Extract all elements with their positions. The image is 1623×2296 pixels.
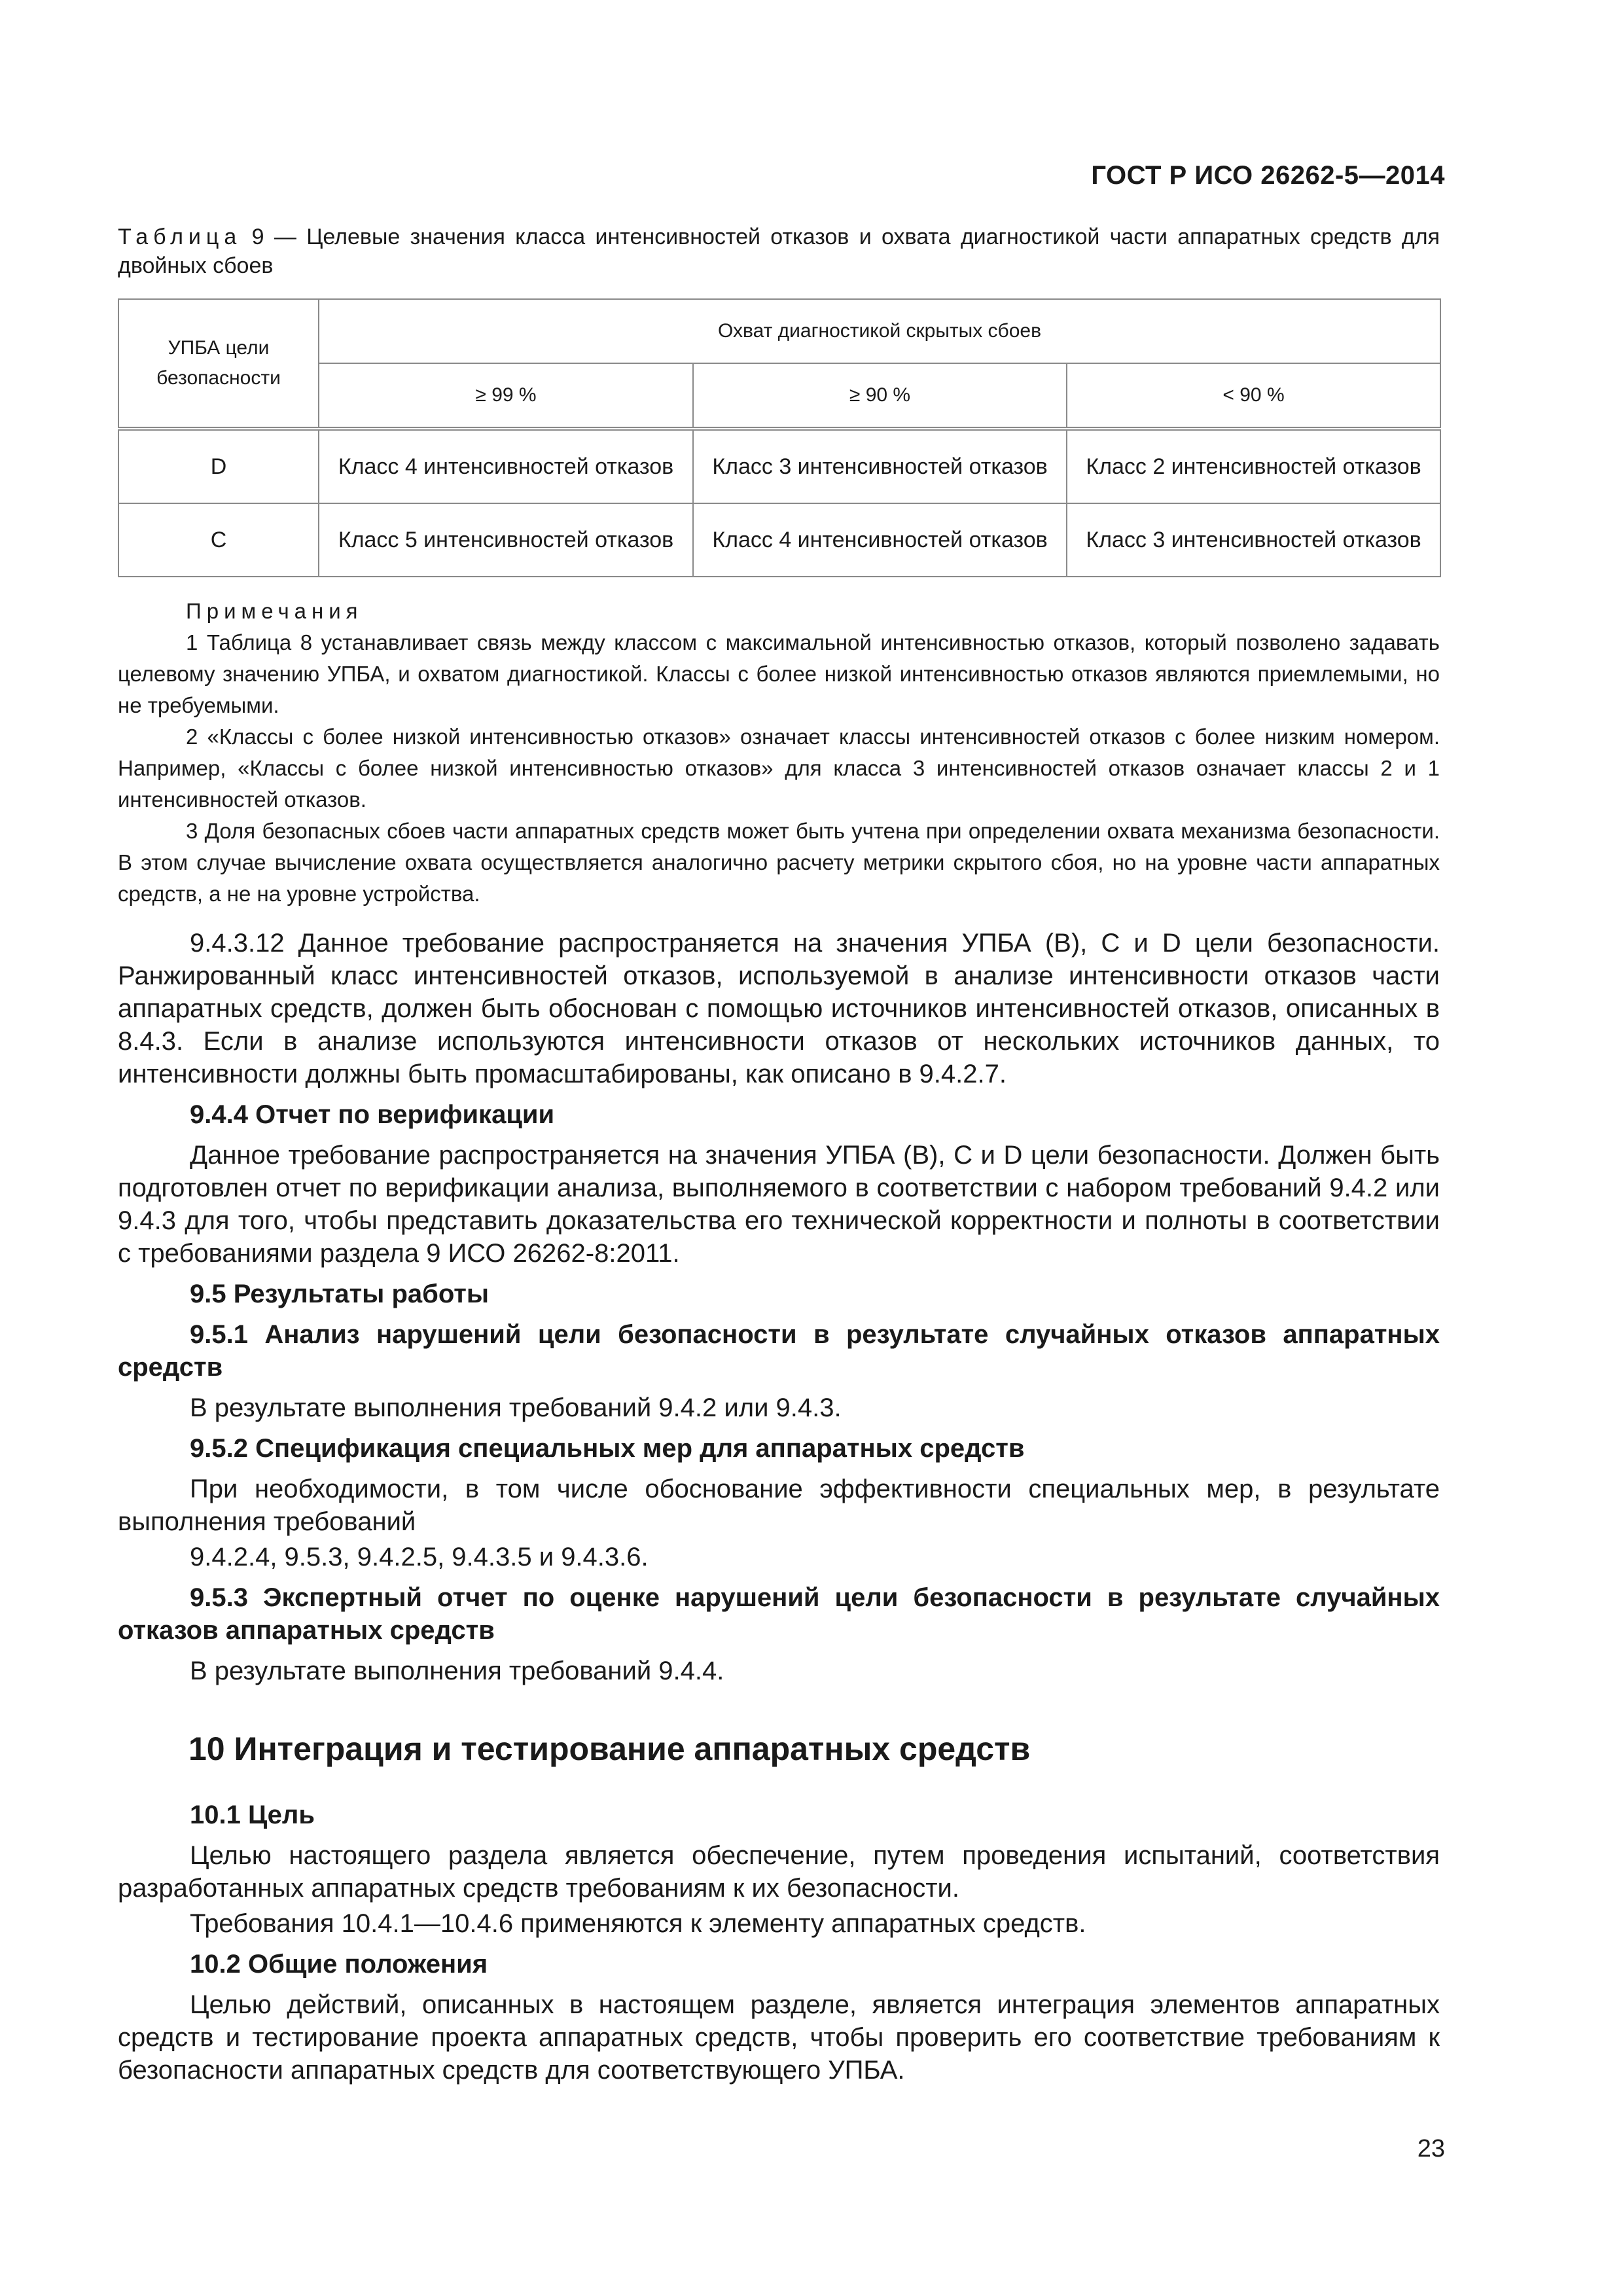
paragraph-10-1-scope: Требования 10.4.1—10.4.6 применяются к элементу аппаратных средств. (190, 1909, 1086, 1938)
header-asil: УПБА цели безопасности (118, 299, 319, 429)
page-number: 23 (1417, 2135, 1445, 2162)
table-caption-word: Таблица (118, 224, 242, 249)
heading-10-1: 10.1 Цель (190, 1801, 315, 1829)
paragraph-9-5-3: В результате выполнения требований 9.4.4. (190, 1657, 724, 1685)
cell-asil-c: C (118, 503, 319, 577)
paragraph-9-4-4: Данное требование распространяется на значения УПБА (B), C и D цели безопасности. Должен быть подготовлен отчет по верификации анализа, выполняемого в соответствии с набором требований 9.4.2 или 9.4.3 для того, чтобы представить доказательства его технической корректности и полноты в соответствии с требованиями раздела 9 ИСО 26262-8:2011. (118, 1141, 1440, 1268)
heading-section-10: 10 Интеграция и тестирование аппаратных средств (188, 1731, 1031, 1767)
note-1: 1 Таблица 8 устанавливает связь между классом с максимальной интенсивностью отказов, который позволено задавать целевому значению УПБА, и охватом диагностикой. Классы с более низкой интенсивностью отказов являются приемлемыми, но не требуемыми. (118, 630, 1440, 717)
notes-block (118, 596, 1440, 910)
note-2: 2 «Классы с более низкой интенсивностью отказов» означает классы интенсивностей отказов с более низким номером. Например, «Классы с более низкой интенсивностью отказов» для класса 3 интенсивностей отказов означает классы 2 и 1 интенсивностей отказов. (118, 725, 1440, 812)
paragraph-9-5-1: В результате выполнения требований 9.4.2 или 9.4.3. (190, 1393, 842, 1422)
cell-d-90: Класс 3 интенсивностей отказов (693, 429, 1067, 503)
cell-d-below-90: Класс 2 интенсивностей отказов (1067, 429, 1440, 503)
header-coverage: Охват диагностикой скрытых сбоев (319, 299, 1440, 363)
heading-10-2: 10.2 Общие положения (190, 1950, 488, 1979)
header-coverage-90: ≥ 90 % (693, 363, 1067, 429)
paragraph-9-4-3-12: 9.4.3.12 Данное требование распространяется на значения УПБА (B), C и D цели безопасности. Ранжированный класс интенсивностей отказов, используемой в анализе интенсивности отказов части аппаратных средств, должен быть обоснован с помощью источников интенсивностей отказов, описанных в 8.4.3. Если в анализе используются интенсивности отказов от нескольких источников данных, то интенсивности должны быть промасштабированы, как описано в 9.4.2.7. (118, 929, 1440, 1088)
heading-9-5-2: 9.5.2 Спецификация специальных мер для аппаратных средств (190, 1434, 1025, 1463)
header-coverage-99: ≥ 99 % (319, 363, 693, 429)
table-caption (118, 223, 1440, 280)
standard-designation: ГОСТ Р ИСО 26262-5—2014 (1091, 161, 1445, 190)
paragraph-9-5-2-refs: 9.4.2.4, 9.5.3, 9.4.2.5, 9.4.3.5 и 9.4.3.6. (190, 1543, 649, 1571)
header-coverage-below-90: < 90 % (1067, 363, 1440, 429)
table-row (118, 503, 1440, 577)
heading-9-5: 9.5 Результаты работы (190, 1280, 490, 1308)
body-text (118, 927, 1440, 2087)
table-9 (118, 298, 1441, 577)
paragraph-9-5-2: При необходимости, в том числе обоснование эффективности специальных мер, в результате выполнения требований (118, 1475, 1440, 1536)
paragraph-10-2: Целью действий, описанных в настоящем разделе, является интеграция элементов аппаратных средств и тестирование проекта аппаратных средств, чтобы проверить его соответствие требованиям к безопасности аппаратных средств для соответствующего УПБА. (118, 1990, 1440, 2085)
cell-asil-d: D (118, 429, 319, 503)
note-3: 3 Доля безопасных сбоев части аппаратных средств может быть учтена при определении охвата механизма безопасности. В этом случае вычисление охвата осуществляется аналогично расчету метрики скрытого сбоя, но на уровне части аппаратных средств, а не на уровне устройства. (118, 819, 1440, 906)
cell-c-below-90: Класс 3 интенсивностей отказов (1067, 503, 1440, 577)
table-caption-text: 9 — Целевые значения класса интенсивностей отказов и охвата диагностикой части аппаратных средств для двойных сбоев (118, 224, 1440, 278)
paragraph-10-1: Целью настоящего раздела является обеспечение, путем проведения испытаний, соответствия разработанных аппаратных средств требованиям к их безопасности. (118, 1841, 1440, 1903)
heading-9-5-3: 9.5.3 Экспертный отчет по оценке нарушений цели безопасности в результате случайных отказов аппаратных средств (118, 1583, 1440, 1645)
cell-c-99: Класс 5 интенсивностей отказов (319, 503, 693, 577)
heading-9-4-4: 9.4.4 Отчет по верификации (190, 1100, 555, 1129)
cell-c-90: Класс 4 интенсивностей отказов (693, 503, 1067, 577)
heading-9-5-1: 9.5.1 Анализ нарушений цели безопасности в результате случайных отказов аппаратных средств (118, 1320, 1440, 1382)
table-row (118, 429, 1440, 503)
cell-d-99: Класс 4 интенсивностей отказов (319, 429, 693, 503)
notes-title: Примечания (186, 599, 363, 623)
page-content (118, 223, 1440, 2087)
